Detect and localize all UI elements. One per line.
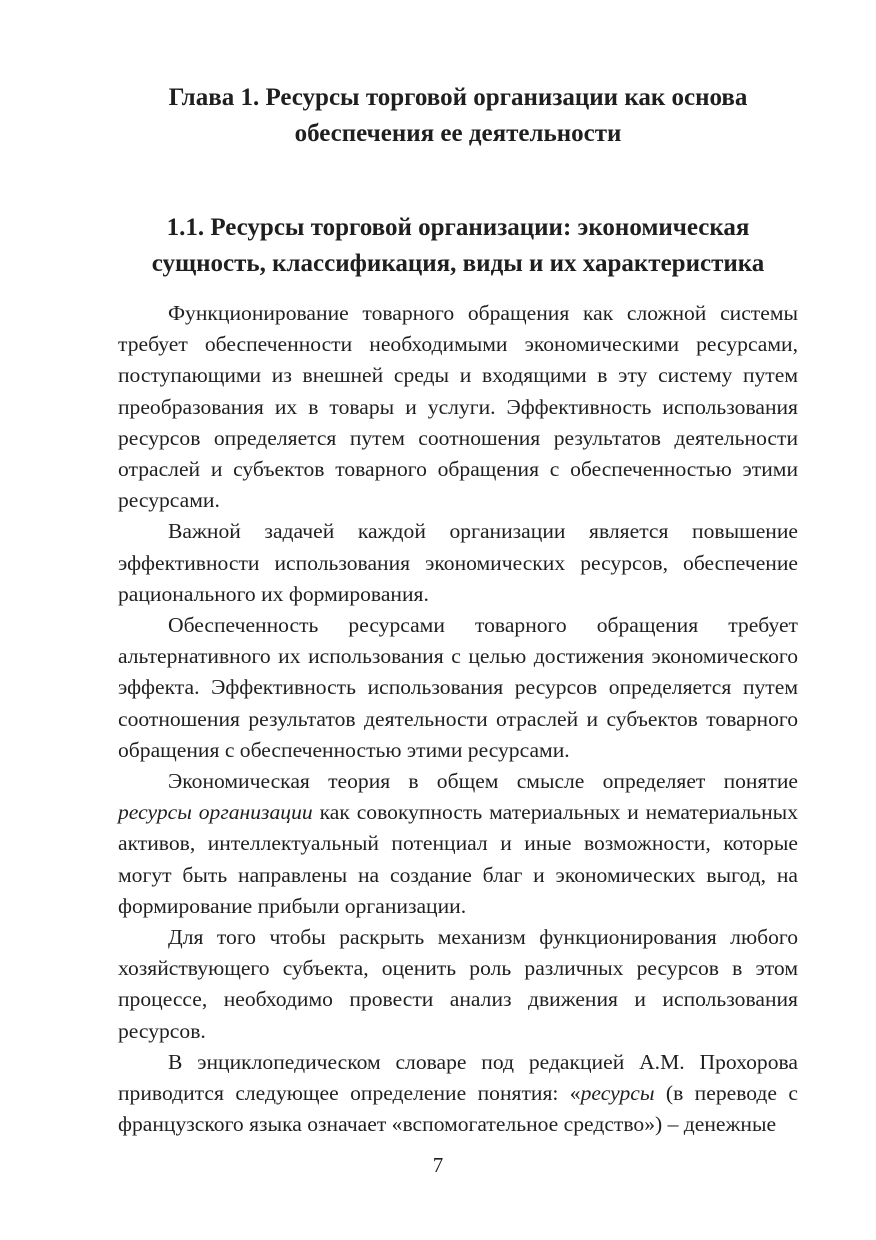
- paragraph-6-text-end: (в переводе с французского языка означает «вспомогательное средство») – денежные: [118, 1081, 799, 1137]
- term-resources: ресурсы: [580, 1081, 655, 1106]
- chapter-title-line-1: Глава 1. Ресурсы торговой организации как основа: [168, 84, 748, 111]
- paragraph-4-text-end: как совокупность материальных и нематериальных активов, интеллектуальный потенциал и иные возможности, которые могут быть направлены на создание благ и экономических выгод, на формирование прибыли организации.: [118, 800, 798, 918]
- term-resources-of-organization: ресурсы организации: [118, 800, 313, 825]
- section-title-line-1: 1.1. Ресурсы торговой организации: экономическая: [166, 214, 750, 241]
- paragraph-3: Обеспеченность ресурсами товарного обращения требует альтернативного их использования с целью достижения экономического эффекта. Эффективность использования ресурсов определяется путем соотношения результатов деятельности отраслей и субъектов товарного обращения с обеспеченностью этими ресурсами.: [118, 613, 798, 762]
- section-title: [118, 210, 798, 282]
- paragraph-4-text-start: Экономическая теория в общем смысле определяет понятие: [168, 769, 798, 794]
- paragraph-5: Для того чтобы раскрыть механизм функционирования любого хозяйствующего субъекта, оценить роль различных ресурсов в этом процессе, необходимо провести анализ движения и использования ресурсов.: [118, 925, 798, 1043]
- section-title-line-2: сущность, классификация, виды и их характеристика: [151, 250, 765, 277]
- paragraph-4: [118, 766, 798, 922]
- chapter-title: [118, 80, 798, 152]
- paragraph-6: [118, 1047, 798, 1141]
- body-text: [118, 298, 798, 1140]
- paragraph-6-text-start: В энциклопедическом словаре под редакцией А.М. Прохорова приводится следующее определение понятия: «: [118, 1049, 798, 1106]
- page-number: 7: [432, 1153, 444, 1177]
- paragraph-2: Важной задачей каждой организации является повышение эффективности использования экономических ресурсов, обеспечение рационального их формирования.: [118, 519, 798, 606]
- chapter-title-line-2: обеспечения ее деятельности: [294, 120, 622, 147]
- paragraph-1: Функционирование товарного обращения как сложной системы требует обеспеченности необходимыми экономическими ресурсами, поступающими из внешней среды и входящими в эту систему путем преобразования их в товары и услуги. Эффективность использования ресурсов определяется путем соотношения результатов деятельности отраслей и субъектов товарного обращения с обеспеченностью этими ресурсами.: [118, 301, 798, 513]
